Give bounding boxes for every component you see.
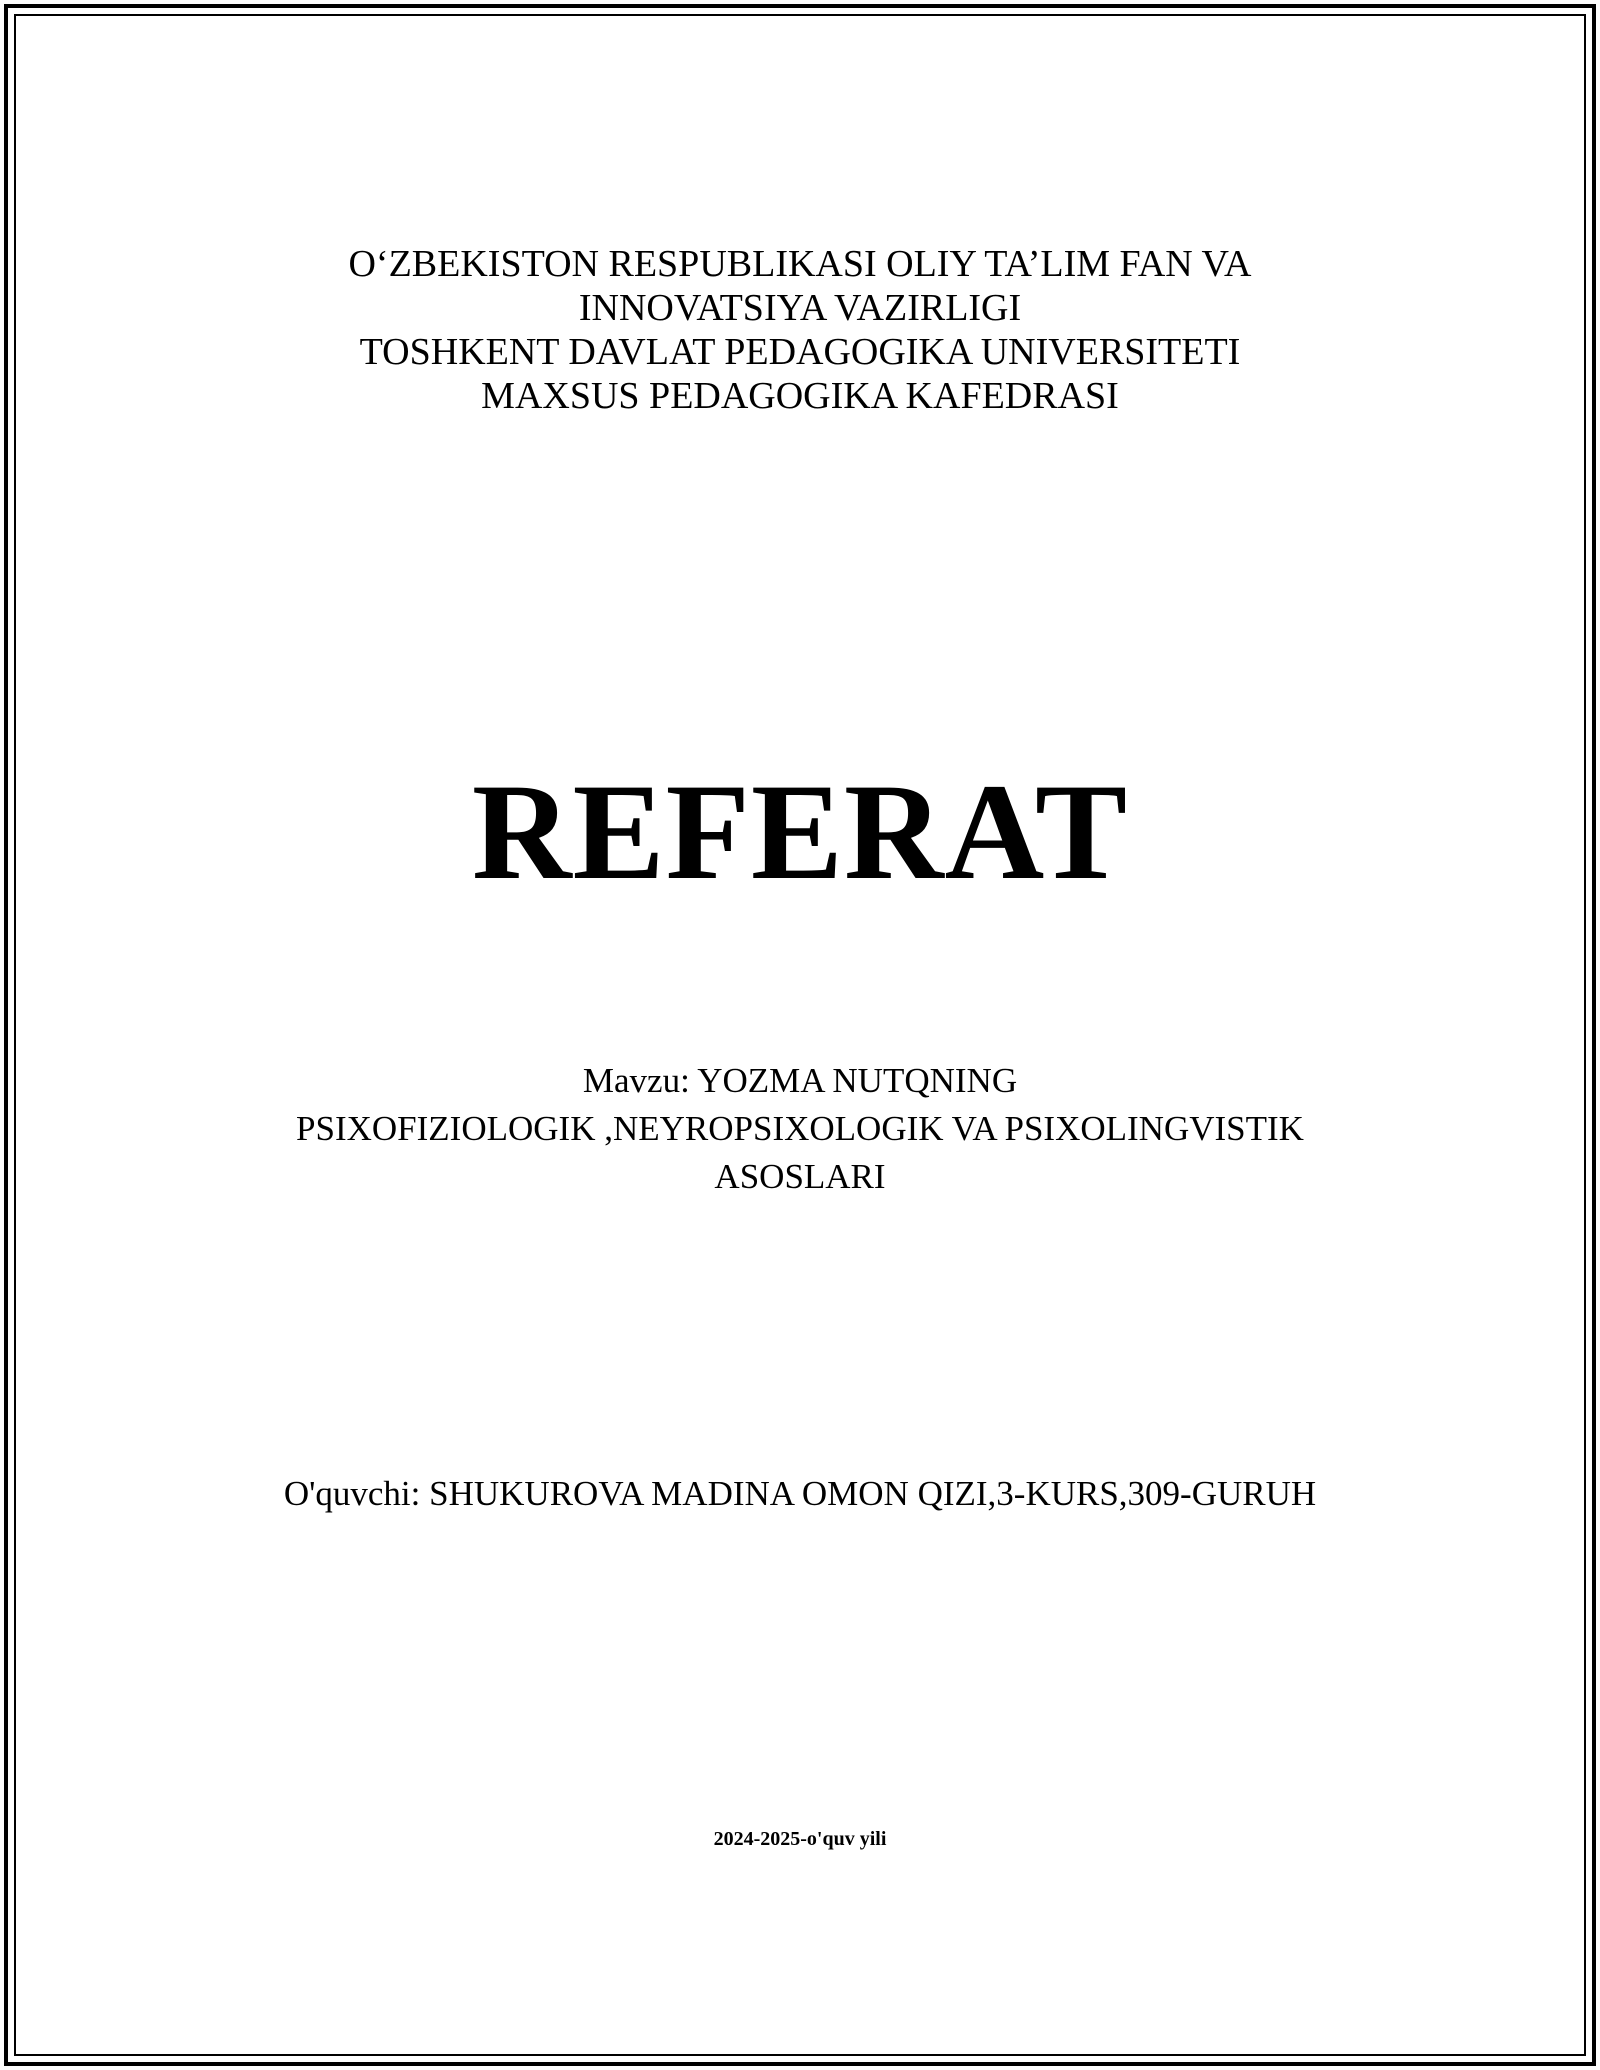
topic-line-1: Mavzu: YOZMA NUTQNING [582, 1061, 1018, 1100]
academic-year: 2024-2025-o'quv yili [713, 1828, 887, 1850]
header-line-department: MAXSUS PEDAGOGIKA KAFEDRASI [481, 375, 1119, 417]
student-info: O'quvchi: SHUKUROVA MADINA OMON QIZI,3-KURS,309-GURUH [283, 1474, 1317, 1513]
document-title: REFERAT [471, 755, 1129, 908]
institution-header [0, 242, 1600, 418]
topic-line-3: ASOSLARI [714, 1157, 886, 1196]
header-line-university: TOSHKENT DAVLAT PEDAGOGIKA UNIVERSITETI [359, 331, 1241, 373]
header-line-ministry-2: INNOVATSIYA VAZIRLIGI [578, 287, 1022, 329]
topic-line-2: PSIXOFIZIOLOGIK ,NEYROPSIXOLOGIK VA PSIXOLINGVISTIK [296, 1109, 1304, 1148]
topic-block [0, 1057, 1600, 1201]
header-line-ministry-1: O‘ZBEKISTON RESPUBLIKASI OLIY TA’LIM FAN VA [348, 243, 1252, 285]
